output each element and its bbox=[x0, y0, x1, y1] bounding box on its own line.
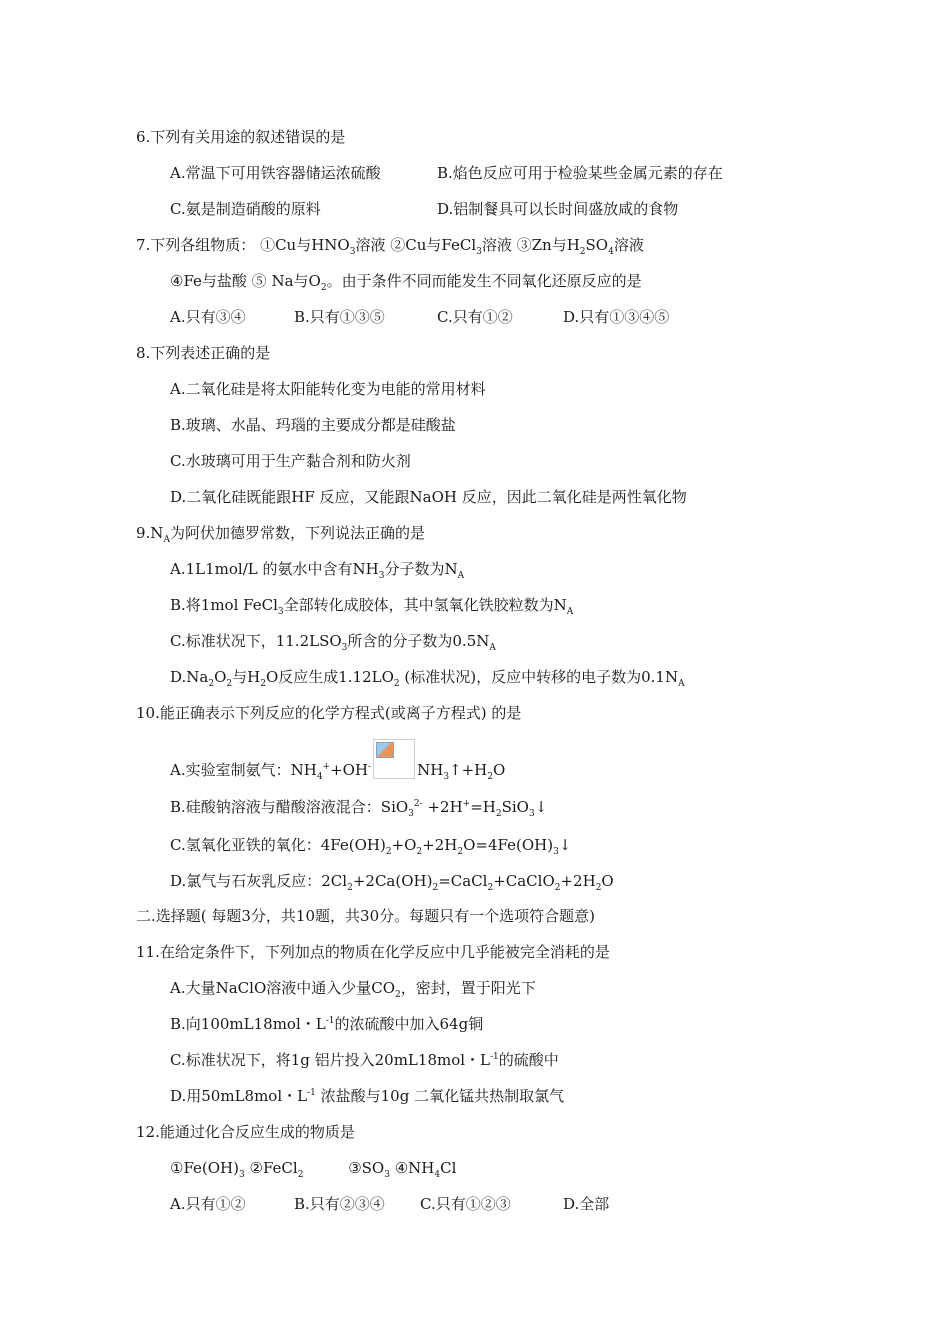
q12-option-c: C.只有①②③ bbox=[420, 1195, 511, 1213]
q6-option-c: C.氨是制造硝酸的原料 bbox=[170, 200, 321, 218]
q11-option-c: C.标准状况下，将1g 铝片投入20mL18mol・$L^{-1}$的硫酸中 bbox=[170, 1051, 559, 1069]
q9-option-c: C.标准状况下，$11.2LSO_3$所含的分子数为$0.5N_A$ bbox=[170, 632, 496, 653]
q12-items: $①Fe(OH)_3$ ②FeCl$_2$ $③SO_3$ $④NH_4Cl$ bbox=[170, 1159, 457, 1180]
q8-option-b: B.玻璃、水晶、玛瑙的主要成分都是硅酸盐 bbox=[170, 416, 456, 434]
section-2-heading: 二.选择题( 每题3分，共10题，共30分。每题只有一个选项符合题意) bbox=[136, 907, 595, 925]
q8-stem: 8.下列表述正确的是 bbox=[136, 344, 271, 362]
q7-option-c: C.只有①② bbox=[437, 308, 513, 326]
q8-option-c: C.水玻璃可用于生产黏合剂和防火剂 bbox=[170, 452, 411, 470]
q10-option-d: D.氯气与石灰乳反应：$2Cl_2+2Ca(OH)_2=CaCl_2+CaClO_2+2H_2O$ bbox=[170, 872, 614, 893]
q7-option-d: D.只有①③④⑤ bbox=[563, 308, 670, 326]
q11-option-b: B.向100mL18mol・$L^{-1}$的浓硫酸中加入64g铜 bbox=[170, 1015, 484, 1033]
q6-option-a: A.常温下可用铁容器储运浓硫酸 bbox=[170, 164, 381, 182]
q6-option-b: B.焰色反应可用于检验某些金属元素的存在 bbox=[437, 164, 723, 182]
q11-option-d: D.用50mL8mol・$L^{-1}$ 浓盐酸与10g 二氧化锰共热制取氯气 bbox=[170, 1087, 565, 1105]
q10-option-a: A.实验室制氨气：$NH_4^++OH^-$ $NH_3↑+H_2O$ bbox=[170, 760, 505, 780]
q8-option-a: A.二氧化硅是将太阳能转化变为电能的常用材料 bbox=[170, 380, 486, 398]
q9-option-b: B.将1mol FeCl$_3$全部转化成胶体，其中氢氧化铁胶粒数为$N_A$ bbox=[170, 596, 574, 617]
q12-option-d: D.全部 bbox=[563, 1195, 610, 1213]
q12-stem: 12.能通过化合反应生成的物质是 bbox=[136, 1123, 355, 1141]
q6-option-d: D.铝制餐具可以长时间盛放咸的食物 bbox=[437, 200, 679, 218]
q9-option-a: A.1L1mol/L 的氨水中含有$NH_3$分子数为$N_A$ bbox=[170, 560, 465, 581]
q7-stem-line2: ④Fe与盐酸 ⑤ Na与$O_2$。由于条件不同而能发生不同氧化还原反应的是 bbox=[170, 272, 642, 293]
q11-stem: 11.在给定条件下，下列加点的物质在化学反应中几乎能被完全消耗的是 bbox=[136, 943, 610, 961]
q7-stem-line1: 7.下列各组物质： ①Cu与$HNO_3$溶液 ②Cu与FeCl$_3$溶液 ③Zn与$H_2SO_4$溶液 bbox=[136, 236, 644, 257]
q7-option-a: A.只有③④ bbox=[170, 308, 246, 326]
broken-image-icon bbox=[373, 739, 415, 779]
q8-option-d: D.二氧化硅既能跟HF 反应，又能跟NaOH 反应，因此二氧化硅是两性氧化物 bbox=[170, 488, 687, 506]
q9-option-d: $D.Na_2O_2$与$H_2O$反应生成$1.12LO_2$ (标准状况)，反应中转移的电子数为$0.1N_A$ bbox=[170, 668, 685, 689]
q11-option-a: A.大量NaClO溶液中通入少量$CO_2$，密封，置于阳光下 bbox=[170, 979, 536, 1000]
q10-option-b: B.硅酸钠溶液与醋酸溶液混合：$SiO_3^{2-} +2H^+=H_2SiO_3↓$ bbox=[170, 798, 548, 819]
q10-stem: 10.能正确表示下列反应的化学方程式(或离子方程式) 的是 bbox=[136, 704, 522, 722]
q12-option-a: A.只有①② bbox=[170, 1195, 246, 1213]
q7-option-b: B.只有①③⑤ bbox=[294, 308, 385, 326]
q9-stem: $9.N_A$为阿伏加德罗常数，下列说法正确的是 bbox=[136, 524, 425, 545]
q6-stem: 6.下列有关用途的叙述错误的是 bbox=[136, 128, 346, 146]
q12-option-b: B.只有②③④ bbox=[294, 1195, 385, 1213]
q10-option-c: C.氢氧化亚铁的氧化：$4Fe(OH)_2+O_2+2H_2O=4Fe(OH)_3↓$ bbox=[170, 836, 572, 857]
